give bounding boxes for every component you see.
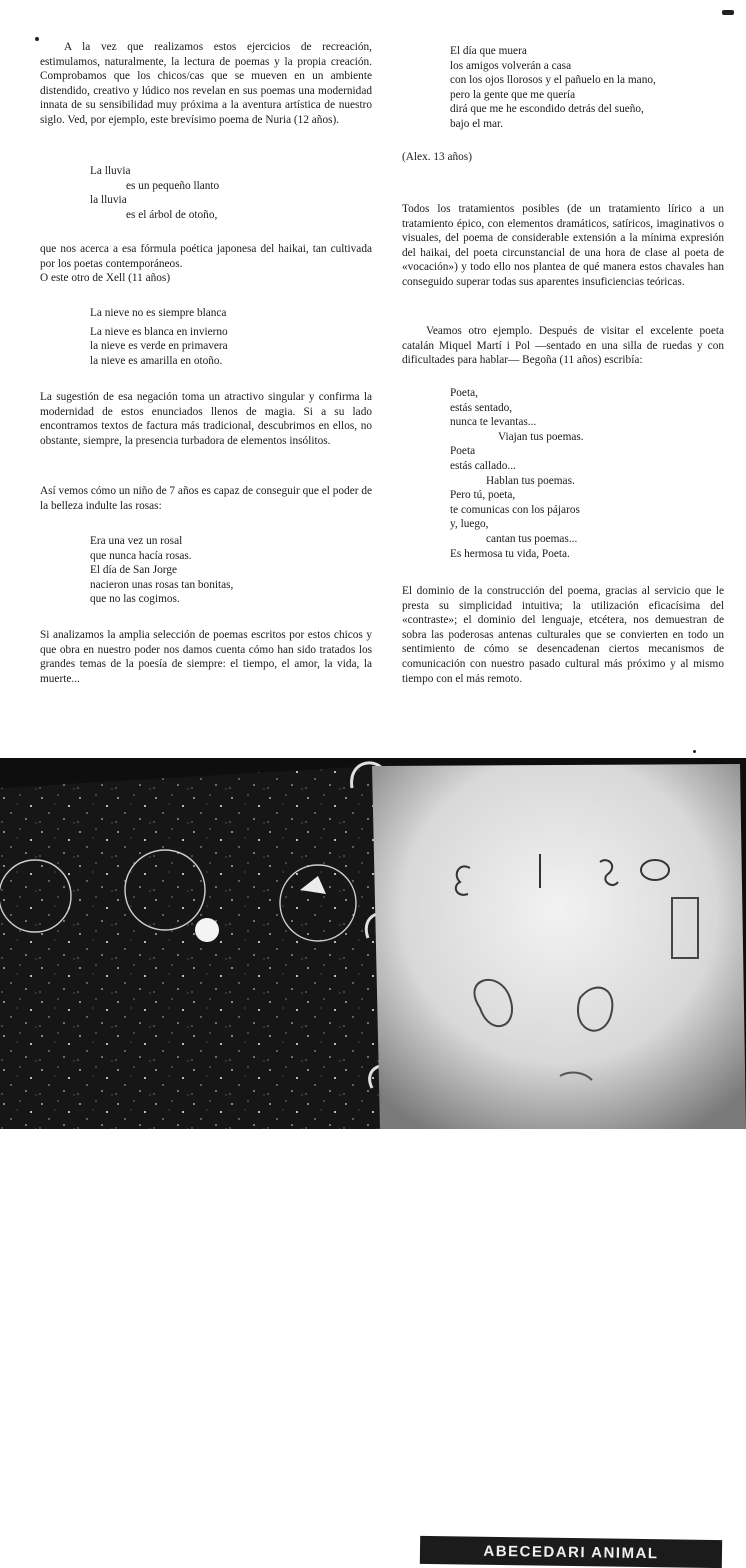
poem-line: estás sentado, (450, 401, 513, 414)
poem-line: los amigos volverán a casa (450, 59, 572, 72)
haikai-paragraph (40, 242, 372, 286)
poem-line: La nieve no es siempre blanca (90, 307, 227, 319)
poem-line: bajo el mar. (450, 117, 504, 130)
poem-line: y, luego, (450, 518, 489, 531)
poem-rosal (90, 534, 233, 607)
poem-line: dirá que me he escondido detrás del sueño, (450, 103, 644, 116)
poem-line: Hablan tus poemas. (486, 474, 575, 487)
poem-nuria (90, 164, 219, 222)
small-moon (195, 918, 219, 942)
scan-speck (693, 750, 696, 753)
intro-paragraph: A la vez que realizamos estos ejercicios de recreación, estimulamos, naturalmente, la lectura de poemas y la propia creación. Comprobamos que los chicos/cas que se mueven en un ambiente distendido, creativo y lúdico nos revelan en sus poemas una modernidad innata de su sensibilidad muy próxima a la aventura artística de nuestro siglo. Ved, por ejemplo, este brevísimo poema de Nuria (12 años). (40, 41, 372, 126)
poem-begona (450, 386, 584, 561)
poem-alex-author: (Alex. 13 años) (402, 151, 472, 163)
abecedari-book (372, 764, 746, 1129)
books-photo (0, 758, 746, 1562)
book-title-banner: ABECEDARI ANIMAL (420, 1536, 722, 1568)
poem-line: Poeta, (450, 387, 478, 399)
poem-line: la nieve es amarilla en otoño. (90, 354, 223, 367)
treatments-paragraph: Todos los tratamientos posibles (de un tratamiento lírico a un tratamiento épico, con elementos dramáticos, satíricos, imaginativos o visuales, del poema de considerable extensión a la mínima expresión del haikai, del poeta circunstancial de una hora de clase al poeta de «vocación») y todo ello nos plantea de qué manera estos chavales han conseguido superar todas sus aparentes insuficiencias teóricas. (402, 203, 724, 288)
poem-line: Es hermosa tu vida, Poeta. (450, 547, 570, 560)
poem-line: es el árbol de otoño, (126, 208, 218, 221)
haikai-text: que nos acerca a esa fórmula poética japonesa del haikai, tan cultivada por los poetas contemporáneos. (40, 243, 372, 270)
xell-intro: O este otro de Xell (11 años) (40, 272, 171, 285)
poem-line: cantan tus poemas... (486, 532, 578, 545)
poem-line: es un pequeño llanto (126, 179, 220, 192)
poem-line: pero la gente que me quería (450, 88, 576, 101)
negation-paragraph: La sugestión de esa negación toma un atractivo singular y confirma la modernidad de estos enunciados llenos de magia. Si a su lado encontramos textos de factura más tradicional, descubrimos en ellos, no obstante, siempre, la presencia turbadora de elementos insólitos. (40, 391, 372, 447)
conclusion-paragraph: El dominio de la construcción del poema, gracias al servicio que le presta su simplicidad intuitiva; la utilización eficacísima del «contraste»; el dominio del lenguaje, etcétera, nos demuestran de sobra las poderosas antenas culturales que se convierten en todo un sentimiento de cómo se desencadenan ciertos mecanismos de comunicación con nuestro pasado cultural más próximo y al mismo tiempo con el más remoto. (402, 585, 724, 685)
poem-line: que no las cogimos. (90, 593, 180, 606)
poem-xell (90, 306, 228, 368)
books-photo-art (0, 758, 746, 1129)
poem-line: Poeta (450, 445, 476, 458)
scan-speck (35, 37, 39, 41)
poem-alex (450, 44, 656, 132)
poem-line: te comunicas con los pájaros (450, 503, 580, 516)
poem-line: la nieve es verde en primavera (90, 340, 228, 353)
analysis-paragraph: Si analizamos la amplia selección de poemas escritos por estos chicos y que obra en nuestro poder nos damos cuenta cómo han sido tratados los grandes temas de la poesía de siempre: el tiempo, el amor, la vida, la muerte... (40, 629, 372, 685)
poem-line: nunca te levantas... (450, 416, 537, 429)
poem-line: El día que muera (450, 45, 527, 57)
poem-line: Pero tú, poeta, (450, 489, 516, 502)
poem-line: La lluvia (90, 165, 131, 177)
poem-line: La nieve es blanca en invierno (90, 325, 228, 338)
scan-speck (722, 10, 734, 15)
poem-line: Era una vez un rosal (90, 535, 183, 547)
rosas-paragraph: Así vemos cómo un niño de 7 años es capaz de conseguir que el poder de la belleza indulte las rosas: (40, 485, 372, 512)
poem-line: El día de San Jorge (90, 564, 178, 577)
poem-line: Viajan tus poemas. (498, 430, 584, 443)
poem-line: estás callado... (450, 459, 516, 472)
starry-book-stars (0, 766, 380, 1129)
example-paragraph: Veamos otro ejemplo. Después de visitar el excelente poeta catalán Miquel Martí i Pol —sentado en una silla de ruedas y con dificultades para hablar— Begoña (11 años) escribía: (402, 325, 724, 367)
poem-line: que nunca hacía rosas. (90, 549, 192, 562)
poem-line: con los ojos llorosos y el pañuelo en la mano, (450, 74, 656, 87)
poem-line: nacieron unas rosas tan bonitas, (90, 578, 234, 591)
poem-line: la lluvia (90, 194, 127, 207)
